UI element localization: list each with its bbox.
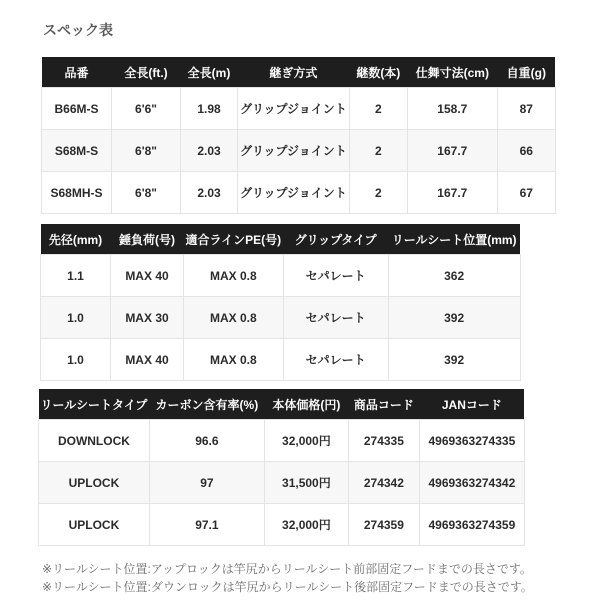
header-cell: 全長(m) bbox=[181, 57, 238, 88]
table-row bbox=[41, 255, 521, 297]
table-cell: 392 bbox=[388, 339, 520, 381]
spec-table-dimensions bbox=[41, 57, 556, 214]
table-cell: 167.7 bbox=[407, 172, 497, 214]
table-cell: 32,000円 bbox=[264, 420, 348, 462]
footnote-downlock: ※リールシート位置:ダウンロックは竿尻からリールシート後部固定フードまでの長さです。 bbox=[42, 580, 533, 594]
table-cell: 4969363274335 bbox=[419, 420, 524, 462]
table-cell: MAX 0.8 bbox=[184, 255, 284, 297]
table-cell: 1.0 bbox=[41, 297, 111, 339]
table-cell: 167.7 bbox=[407, 130, 497, 172]
header-cell: 全長(ft.) bbox=[112, 57, 181, 88]
table-cell: 274335 bbox=[348, 420, 419, 462]
table-cell: 87 bbox=[497, 88, 555, 130]
table-cell: DOWNLOCK bbox=[39, 420, 150, 462]
header-cell: 仕舞寸法(cm) bbox=[407, 57, 497, 88]
table-cell: 2.03 bbox=[181, 130, 238, 172]
table-cell: MAX 40 bbox=[111, 255, 184, 297]
table-cell: MAX 0.8 bbox=[184, 339, 284, 381]
table-cell: 4969363274359 bbox=[419, 504, 524, 546]
table-cell: 32,000円 bbox=[264, 504, 348, 546]
table-cell: 6'8" bbox=[112, 130, 181, 172]
table-cell: 4969363274342 bbox=[419, 462, 524, 504]
table-cell: 1.1 bbox=[41, 255, 111, 297]
header-cell: 商品コード bbox=[348, 389, 419, 420]
table-cell: 6'6" bbox=[112, 88, 181, 130]
table-cell: グリップジョイント bbox=[238, 88, 350, 130]
table-cell: 67 bbox=[497, 172, 555, 214]
table-cell: 392 bbox=[388, 297, 520, 339]
table-cell: 274359 bbox=[348, 504, 419, 546]
table-cell: UPLOCK bbox=[39, 462, 150, 504]
table-cell: 2 bbox=[349, 88, 407, 130]
table-cell: 96.6 bbox=[149, 420, 264, 462]
table-cell: 66 bbox=[497, 130, 555, 172]
table-cell: 1.0 bbox=[41, 339, 111, 381]
header-cell: 適合ラインPE(号) bbox=[184, 224, 284, 255]
table-header-row bbox=[42, 57, 556, 88]
table-row bbox=[41, 339, 521, 381]
table-cell: 158.7 bbox=[407, 88, 497, 130]
header-cell: グリップタイプ bbox=[283, 224, 388, 255]
table-row bbox=[42, 172, 556, 214]
footnotes bbox=[42, 560, 600, 596]
footnote-uplock: ※リールシート位置:アップロックは竿尻からリールシート前部固定フードまでの長さです。 bbox=[42, 562, 532, 576]
table-cell: B66M-S bbox=[42, 88, 112, 130]
table-header-row bbox=[41, 224, 521, 255]
spec-table-line-grip bbox=[40, 224, 521, 381]
table-cell: 97.1 bbox=[149, 504, 264, 546]
table-cell: S68M-S bbox=[42, 130, 112, 172]
spec-table-price-codes bbox=[38, 389, 525, 546]
table-row bbox=[39, 420, 525, 462]
table-cell: グリップジョイント bbox=[238, 172, 350, 214]
table-cell: 2 bbox=[349, 130, 407, 172]
table-row bbox=[41, 297, 521, 339]
table-cell: 2 bbox=[349, 172, 407, 214]
header-cell: リールシートタイプ bbox=[39, 389, 150, 420]
header-cell: リールシート位置(mm) bbox=[388, 224, 520, 255]
table-cell: S68MH-S bbox=[42, 172, 112, 214]
table-cell: MAX 0.8 bbox=[184, 297, 284, 339]
table-row bbox=[39, 504, 525, 546]
header-cell: 錘負荷(号) bbox=[111, 224, 184, 255]
table-cell: UPLOCK bbox=[39, 504, 150, 546]
table-cell: セパレート bbox=[283, 255, 388, 297]
table-row bbox=[42, 88, 556, 130]
table-cell: 2.03 bbox=[181, 172, 238, 214]
table-row bbox=[39, 462, 525, 504]
table-cell: 362 bbox=[388, 255, 520, 297]
table-cell: MAX 30 bbox=[111, 297, 184, 339]
table-cell: 31,500円 bbox=[264, 462, 348, 504]
header-cell: 先径(mm) bbox=[41, 224, 111, 255]
header-cell: JANコード bbox=[419, 389, 524, 420]
header-cell: 自重(g) bbox=[497, 57, 555, 88]
table-cell: 97 bbox=[149, 462, 264, 504]
table-cell: セパレート bbox=[283, 297, 388, 339]
table-cell: グリップジョイント bbox=[238, 130, 350, 172]
table-row bbox=[42, 130, 556, 172]
header-cell: 品番 bbox=[42, 57, 112, 88]
table-cell: 1.98 bbox=[181, 88, 238, 130]
header-cell: 継ぎ方式 bbox=[238, 57, 350, 88]
page-title: スペック表 bbox=[43, 22, 113, 38]
header-cell: 本体価格(円) bbox=[264, 389, 348, 420]
header-cell: カーボン含有率(%) bbox=[149, 389, 264, 420]
table-cell: セパレート bbox=[283, 339, 388, 381]
table-cell: 274342 bbox=[348, 462, 419, 504]
table-cell: MAX 40 bbox=[111, 339, 184, 381]
header-cell: 継数(本) bbox=[349, 57, 407, 88]
table-cell: 6'8" bbox=[112, 172, 181, 214]
table-header-row bbox=[39, 389, 525, 420]
